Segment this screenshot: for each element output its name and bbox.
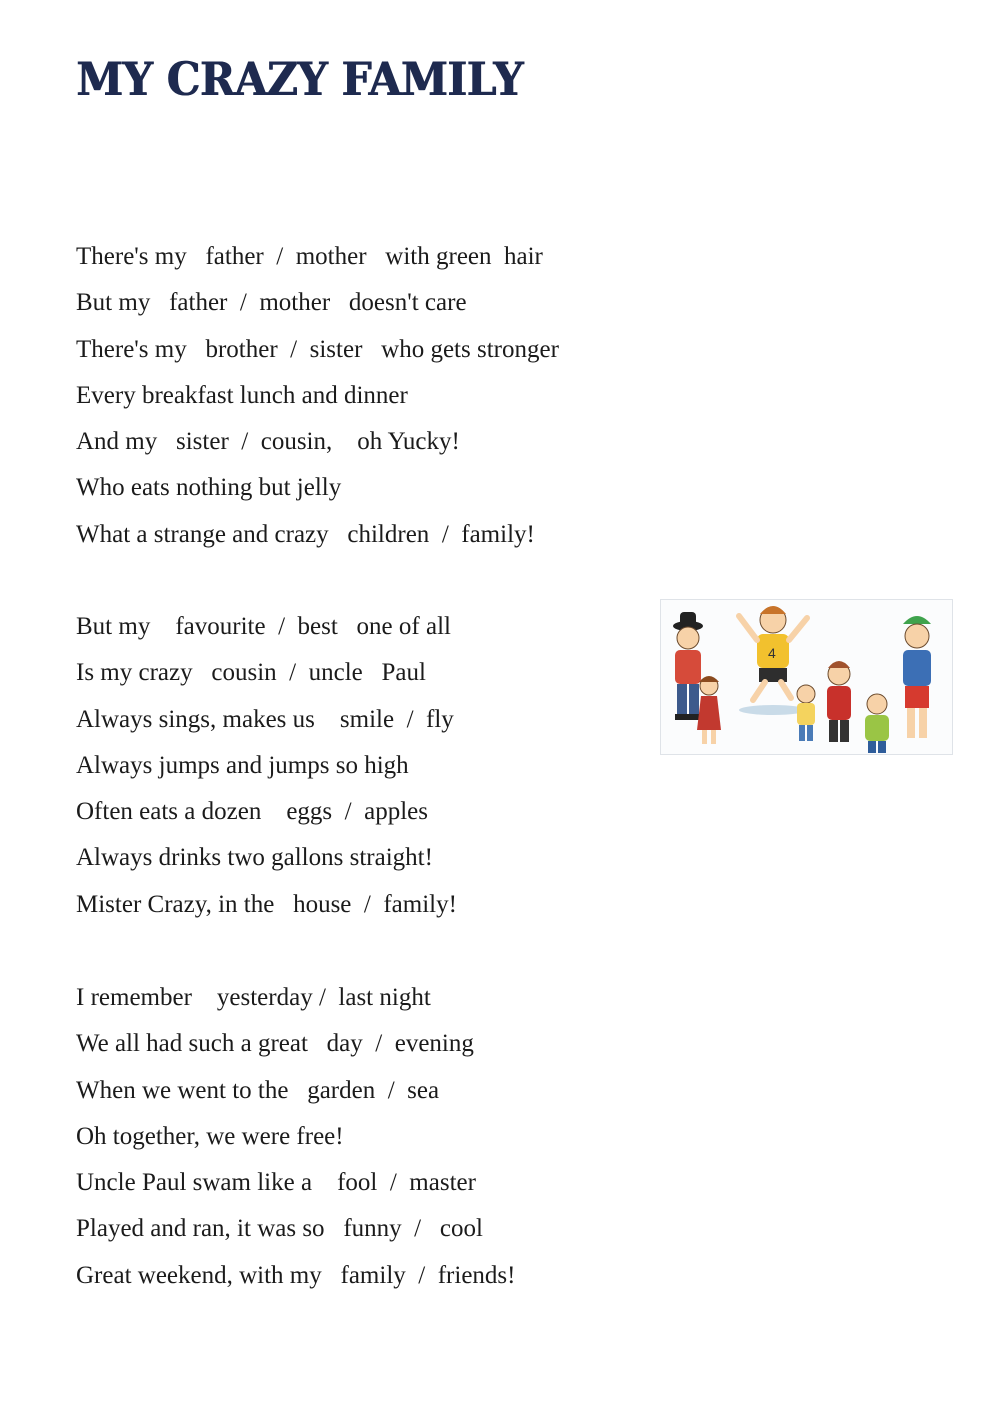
word-choice: brother [205,335,278,363]
choice-separator: / [263,243,296,270]
lyric-text: oh Yucky! [332,428,460,456]
lyric-text: Mister Crazy, in the [76,890,294,918]
page-title: MY CRAZY FAMILY [76,52,523,106]
stanza-1 [76,240,559,564]
lyric-line [76,1074,515,1120]
family-illustration [660,599,953,755]
word-choice: uncle [308,659,363,687]
lyric-line [76,703,457,749]
word-choice: father [169,289,228,317]
word-choice: sister [309,335,363,363]
stanza-3 [76,981,515,1305]
lyric-line [76,240,559,286]
lyric-line [76,1166,515,1212]
word-choice: family! [383,890,457,918]
lyric-line [76,286,559,332]
choice-separator: / [394,705,427,733]
lyric-text: And my [76,428,176,456]
lyric-text: doesn't care [330,289,467,317]
word-choice: sea [407,1076,440,1104]
lyric-text: What a strange and crazy [76,520,348,548]
choice-separator: / [362,1030,395,1058]
word-choice: last night [338,984,431,1011]
lyric-text: Always drinks two gallons straight! [76,844,433,872]
word-choice: mother [295,243,367,270]
choice-separator: / [377,1169,410,1197]
lyric-line [76,333,559,379]
choice-separator: / [228,428,261,456]
word-choice: fly [426,705,454,733]
word-choice: garden [307,1076,376,1104]
lyric-line [76,1212,515,1258]
word-choice: funny [343,1215,402,1243]
word-choice: favourite [175,613,266,640]
lyric-text: I remember [76,984,217,1011]
lyric-line [76,425,559,471]
word-choice: cousin, [260,428,333,456]
family-cartoon-icon [661,600,952,754]
lyric-text: But my [76,289,170,317]
word-choice: yesterday [216,984,313,1011]
word-choice: cool [439,1215,483,1243]
lyric-line [76,379,559,425]
lyric-text: one of all [337,613,451,640]
word-choice: best [297,613,338,640]
lyric-text: Paul [362,659,426,687]
lyric-text: There's my [76,243,206,270]
choice-separator: / [277,335,310,363]
word-choice: friends! [437,1261,516,1289]
word-choice: family [340,1261,406,1289]
word-choice: day [326,1030,363,1058]
lyric-text: Always sings, makes us [76,705,340,733]
svg-text:4: 4 [768,645,776,661]
choice-separator: / [312,984,339,1011]
lyric-line [76,1027,515,1073]
word-choice: family! [461,520,535,548]
lyric-text: Is my crazy [76,659,212,687]
lyric-text: When we went to the [76,1076,308,1104]
lyric-text: with green hair [366,243,543,270]
word-choice: children [347,520,430,548]
choice-separator: / [332,798,365,826]
word-choice: father [205,243,264,270]
lyric-text: Often eats a dozen [76,798,287,826]
lyric-line [76,1120,515,1166]
choice-separator: / [351,890,384,918]
choice-separator: / [375,1076,408,1104]
lyric-text: who gets stronger [362,335,559,363]
word-choice: smile [339,705,395,733]
lyric-line [76,981,515,1027]
word-choice: fool [337,1169,378,1197]
lyric-text: There's my [76,335,206,363]
lyric-line [76,610,457,656]
word-choice: apples [364,798,428,826]
lyric-line [76,518,559,564]
choice-separator: / [401,1215,440,1243]
lyric-line [76,749,457,795]
word-choice: cousin [211,659,277,687]
lyric-text: We all had such a great [76,1030,327,1058]
lyric-text: Oh together, we were free! [76,1122,344,1150]
lyric-line [76,656,457,702]
lyric-text: Always jumps and jumps so high [76,751,409,779]
word-choice: sister [176,428,229,456]
lyric-text: Great weekend, with my [76,1261,341,1289]
word-choice: eggs [286,798,333,826]
word-choice: evening [394,1030,474,1058]
lyric-text: Who eats nothing but jelly [76,474,342,502]
choice-separator: / [265,613,298,640]
lyric-line [76,888,457,934]
lyric-text: Every breakfast lunch and dinner [76,381,408,409]
lyric-line [76,841,457,887]
lyric-text: Uncle Paul swam like a [76,1169,338,1197]
choice-separator: / [276,659,309,687]
stanza-2 [76,610,457,934]
choice-separator: / [227,289,260,317]
lyric-text: But my [76,613,176,640]
lyric-text: Played and ran, it was so [76,1215,344,1243]
word-choice: master [409,1169,476,1197]
lyric-line [76,1259,515,1305]
choice-separator: / [405,1261,438,1289]
word-choice: house [293,890,352,918]
lyric-line [76,795,457,841]
word-choice: mother [259,289,331,317]
lyric-line [76,471,559,517]
choice-separator: / [429,520,462,548]
